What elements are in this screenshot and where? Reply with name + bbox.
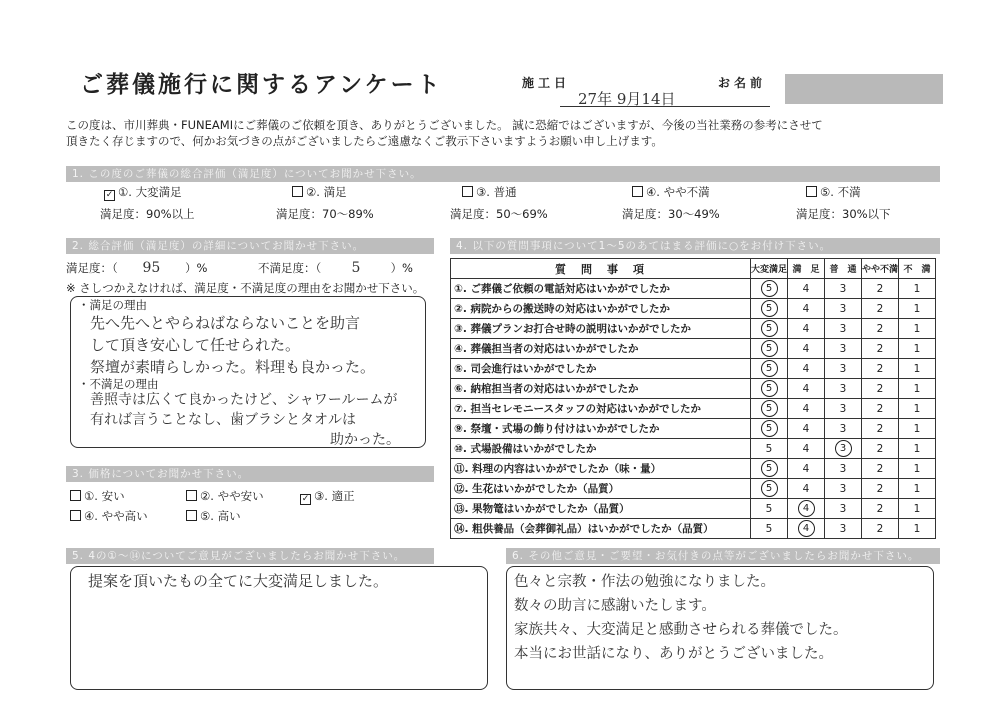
section5-text: 提案を頂いたもの全てに大変満足しました。 [88, 572, 389, 590]
rating-cell[interactable]: 1 [899, 439, 936, 459]
selected-rating-circle: 5 [761, 400, 778, 417]
rating-cell[interactable]: 1 [899, 499, 936, 519]
question-text: ⑪. 料理の内容はいかがでしたか（味・量） [451, 459, 751, 479]
table-row [451, 439, 936, 459]
rating-cell[interactable]: 5 [751, 519, 788, 539]
selected-rating-circle: 5 [761, 360, 778, 377]
checkbox-checked[interactable]: ✓ [105, 190, 114, 200]
table-row [451, 519, 936, 539]
col-header: 満 足 [788, 259, 825, 279]
question-text: ④. 葬儀担当者の対応はいかがでしたか [451, 339, 751, 359]
question-text: ⑬. 果物篭はいかがでしたか（品質） [451, 499, 751, 519]
s3-option-5[interactable]: ⑤. 高い [186, 508, 241, 524]
rating-cell[interactable]: 2 [862, 339, 899, 359]
intro-line: 頂きたく存じますので、何かお気づきの点がございましたらご遠慮なくご教示下さいますようお願い申し上げます。 [66, 134, 663, 148]
rating-cell[interactable]: 4 [788, 399, 825, 419]
col-header: 大変満足 [751, 259, 788, 279]
table-row [451, 459, 936, 479]
selected-rating-circle: 5 [761, 460, 778, 477]
rating-cell[interactable]: 4 [788, 339, 825, 359]
rating-cell[interactable]: 2 [862, 459, 899, 479]
rating-cell[interactable]: 4 [788, 459, 825, 479]
selected-rating-circle: 4 [798, 520, 815, 537]
selected-rating-circle: 5 [761, 380, 778, 397]
s1-option-4[interactable]: ④. やや不満 [632, 184, 710, 200]
rating-cell[interactable]: 1 [899, 399, 936, 419]
table-row [451, 379, 936, 399]
rating-cell[interactable]: 2 [862, 519, 899, 539]
rating-cell[interactable]: 5 [751, 439, 788, 459]
rating-cell[interactable]: 4 [788, 379, 825, 399]
s1-sub-1: 満足度：90%以上 [100, 207, 195, 221]
name-field-redacted [785, 74, 943, 104]
rating-cell[interactable]: 3 [825, 319, 862, 339]
question-text: ⑦. 担当セレモニースタッフの対応はいかがでしたか [451, 399, 751, 419]
rating-cell[interactable] [751, 479, 788, 499]
satisfied-reason-text: 先へ先へとやらねばならないことを助言 して頂き安心して任せられた。 祭壇が素晴らしかった。料理も良かった。 [90, 314, 376, 376]
section1-header: 1. この度のご葬儀の総合評価（満足度）についてお聞かせ下さい。 [66, 166, 940, 182]
rating-cell[interactable]: 1 [899, 339, 936, 359]
rating-cell[interactable]: 3 [825, 459, 862, 479]
rating-cell[interactable] [751, 339, 788, 359]
rating-cell[interactable]: 3 [825, 399, 862, 419]
rating-cell[interactable]: 2 [862, 499, 899, 519]
table-row [451, 359, 936, 379]
selected-rating-circle: 5 [761, 340, 778, 357]
unsatisfied-reason-label: ・不満足の理由 [78, 377, 159, 391]
rating-cell[interactable]: 4 [788, 359, 825, 379]
section4-header: 4. 以下の質問事項について1～5のあてはまる評価に○をお付け下さい。 [450, 238, 940, 254]
section6-header: 6. その他ご意見・ご要望・お気付きの点等がございましたらお聞かせ下さい。 [506, 548, 940, 564]
rating-cell[interactable] [825, 439, 862, 459]
selected-rating-circle: 5 [761, 280, 778, 297]
rating-cell[interactable] [788, 519, 825, 539]
rating-cell[interactable] [751, 319, 788, 339]
rating-cell[interactable]: 1 [899, 519, 936, 539]
rating-cell[interactable]: 3 [825, 279, 862, 299]
date-underline [560, 106, 770, 107]
rating-cell[interactable]: 3 [825, 339, 862, 359]
s3-option-2[interactable]: ②. やや安い [186, 488, 264, 504]
table-row [451, 279, 936, 299]
rating-cell[interactable]: 2 [862, 379, 899, 399]
rating-cell[interactable]: 1 [899, 379, 936, 399]
col-header: 普 通 [825, 259, 862, 279]
rating-cell[interactable]: 1 [899, 419, 936, 439]
s1-option-2[interactable]: ②. 満足 [292, 184, 347, 200]
checkbox[interactable] [70, 490, 81, 501]
satisfied-reason-label: ・満足の理由 [78, 298, 147, 312]
table-row [451, 399, 936, 419]
dissatisfaction-value[interactable]: 5 [351, 260, 361, 276]
question-text: ⑩. 式場設備はいかがでしたか [451, 439, 751, 459]
rating-cell[interactable]: 2 [862, 479, 899, 499]
page-title: ご葬儀施行に関するアンケート [80, 72, 443, 98]
rating-cell[interactable]: 1 [899, 299, 936, 319]
date-value: 27年 9月14日 [578, 90, 676, 108]
s1-option-5[interactable]: ⑤. 不満 [806, 184, 861, 200]
selected-rating-circle: 3 [835, 440, 852, 457]
selected-rating-circle: 5 [761, 300, 778, 317]
rating-cell[interactable]: 5 [751, 499, 788, 519]
s1-option-3[interactable]: ③. 普通 [462, 184, 517, 200]
rating-cell[interactable]: 2 [862, 279, 899, 299]
s1-sub-2: 満足度：70～89% [276, 207, 374, 221]
rating-cell[interactable]: 3 [825, 419, 862, 439]
section5-header: 5. 4の①～⑭についてご意見がございましたらお聞かせ下さい。 [66, 548, 434, 564]
checkbox[interactable] [292, 186, 303, 197]
rating-cell[interactable]: 1 [899, 359, 936, 379]
rating-cell[interactable] [751, 279, 788, 299]
question-text: ⑥. 納棺担当者の対応はいかがでしたか [451, 379, 751, 399]
intro-line: この度は、市川葬典・FUNEAMIにご葬儀のご依頼を頂き、ありがとうございました。 誠に恐縮ではございますが、今後の当社業務の参考にさせて [66, 118, 823, 132]
question-text: ①. ご葬儀ご依頼の電話対応はいかがでしたか [451, 279, 751, 299]
checkbox-checked[interactable]: ✓ [301, 494, 310, 504]
selected-rating-circle: 4 [798, 500, 815, 517]
satisfaction-value[interactable]: 95 [142, 260, 161, 276]
s1-sub-5: 満足度：30%以下 [796, 207, 891, 221]
s3-option-1[interactable]: ①. 安い [70, 488, 125, 504]
rating-cell[interactable] [751, 419, 788, 439]
satisfaction-row: 満足度：（ 95 ）% [66, 260, 208, 276]
checkbox[interactable] [632, 186, 643, 197]
table-row [451, 479, 936, 499]
rating-cell[interactable]: 2 [862, 399, 899, 419]
rating-cell[interactable]: 1 [899, 319, 936, 339]
rating-cell[interactable]: 3 [825, 359, 862, 379]
rating-cell[interactable]: 1 [899, 479, 936, 499]
selected-rating-circle: 5 [761, 420, 778, 437]
checkbox[interactable] [186, 490, 197, 501]
rating-cell[interactable]: 4 [788, 479, 825, 499]
rating-cell[interactable]: 4 [788, 279, 825, 299]
selected-rating-circle: 5 [761, 480, 778, 497]
section6-text: 色々と宗教・作法の勉強になりました。 数々の助言に感謝いたします。 家族共々、大変満足と感動させられる葬儀でした。 本当にお世話になり、ありがとうございました。 [514, 574, 848, 662]
s3-option-3[interactable]: ✓ ③. 適正 [301, 489, 355, 504]
rating-cell[interactable] [751, 299, 788, 319]
unsatisfied-reason-text: 善照寺は広くて良かったけど、シャワールームが 有れば言うことなし、歯ブラシとタオルは 助かった。 [90, 392, 400, 448]
s3-option-4[interactable]: ④. やや高い [70, 508, 148, 524]
date-label: 施工日 [522, 76, 571, 90]
selected-rating-circle: 5 [761, 320, 778, 337]
rating-cell[interactable]: 4 [788, 439, 825, 459]
question-text: ⑨. 祭壇・式場の飾り付けはいかがでしたか [451, 419, 751, 439]
rating-cell[interactable]: 1 [899, 279, 936, 299]
question-text: ⑤. 司会進行はいかがでしたか [451, 359, 751, 379]
intro-text [66, 117, 946, 149]
s1-option-1[interactable]: ✓ ①. 大変満足 [105, 185, 182, 200]
s1-sub-3: 満足度：50～69% [450, 207, 548, 221]
rating-cell[interactable]: 3 [825, 299, 862, 319]
rating-cell[interactable]: 4 [788, 299, 825, 319]
rating-cell[interactable]: 4 [788, 419, 825, 439]
checkbox[interactable] [70, 510, 81, 521]
rating-cell[interactable] [751, 459, 788, 479]
table-row [451, 499, 936, 519]
rating-cell[interactable]: 2 [862, 319, 899, 339]
rating-table [450, 258, 936, 539]
table-row [451, 339, 936, 359]
table-row [451, 319, 936, 339]
rating-cell[interactable]: 2 [862, 419, 899, 439]
rating-cell[interactable]: 2 [862, 439, 899, 459]
col-question: 質 問 事 項 [451, 259, 751, 279]
section2-header: 2. 総合評価（満足度）の詳細についてお聞かせ下さい。 [66, 238, 434, 254]
rating-table-header [451, 259, 936, 279]
question-text: ③. 葬儀プランお打合せ時の説明はいかがでしたか [451, 319, 751, 339]
rating-cell[interactable]: 3 [825, 479, 862, 499]
rating-cell[interactable] [751, 359, 788, 379]
col-header: やや不満 [862, 259, 899, 279]
checkbox[interactable] [462, 186, 473, 197]
rating-cell[interactable] [751, 379, 788, 399]
table-row [451, 299, 936, 319]
rating-cell[interactable]: 3 [825, 519, 862, 539]
rating-cell[interactable] [788, 499, 825, 519]
rating-cell[interactable]: 1 [899, 459, 936, 479]
rating-cell[interactable]: 3 [825, 499, 862, 519]
table-row [451, 419, 936, 439]
dissatisfaction-row: 不満足度：（ 5 ）% [258, 260, 413, 276]
section2-note: ※ さしつかえなければ、満足度・不満足度の理由をお聞かせ下さい。 [66, 281, 425, 295]
checkbox[interactable] [186, 510, 197, 521]
col-header: 不 満 [899, 259, 936, 279]
section3-header: 3. 価格についてお聞かせ下さい。 [66, 466, 434, 482]
s1-sub-4: 満足度：30～49% [622, 207, 720, 221]
rating-cell[interactable]: 3 [825, 379, 862, 399]
rating-cell[interactable] [751, 399, 788, 419]
rating-cell[interactable]: 2 [862, 359, 899, 379]
name-label: お名前 [718, 76, 767, 90]
rating-cell[interactable]: 2 [862, 299, 899, 319]
question-text: ⑫. 生花はいかがでしたか（品質） [451, 479, 751, 499]
question-text: ②. 病院からの搬送時の対応はいかがでしたか [451, 299, 751, 319]
rating-cell[interactable]: 4 [788, 319, 825, 339]
checkbox[interactable] [806, 186, 817, 197]
question-text: ⑭. 粗供養品（会葬御礼品）はいかがでしたか（品質） [451, 519, 751, 539]
